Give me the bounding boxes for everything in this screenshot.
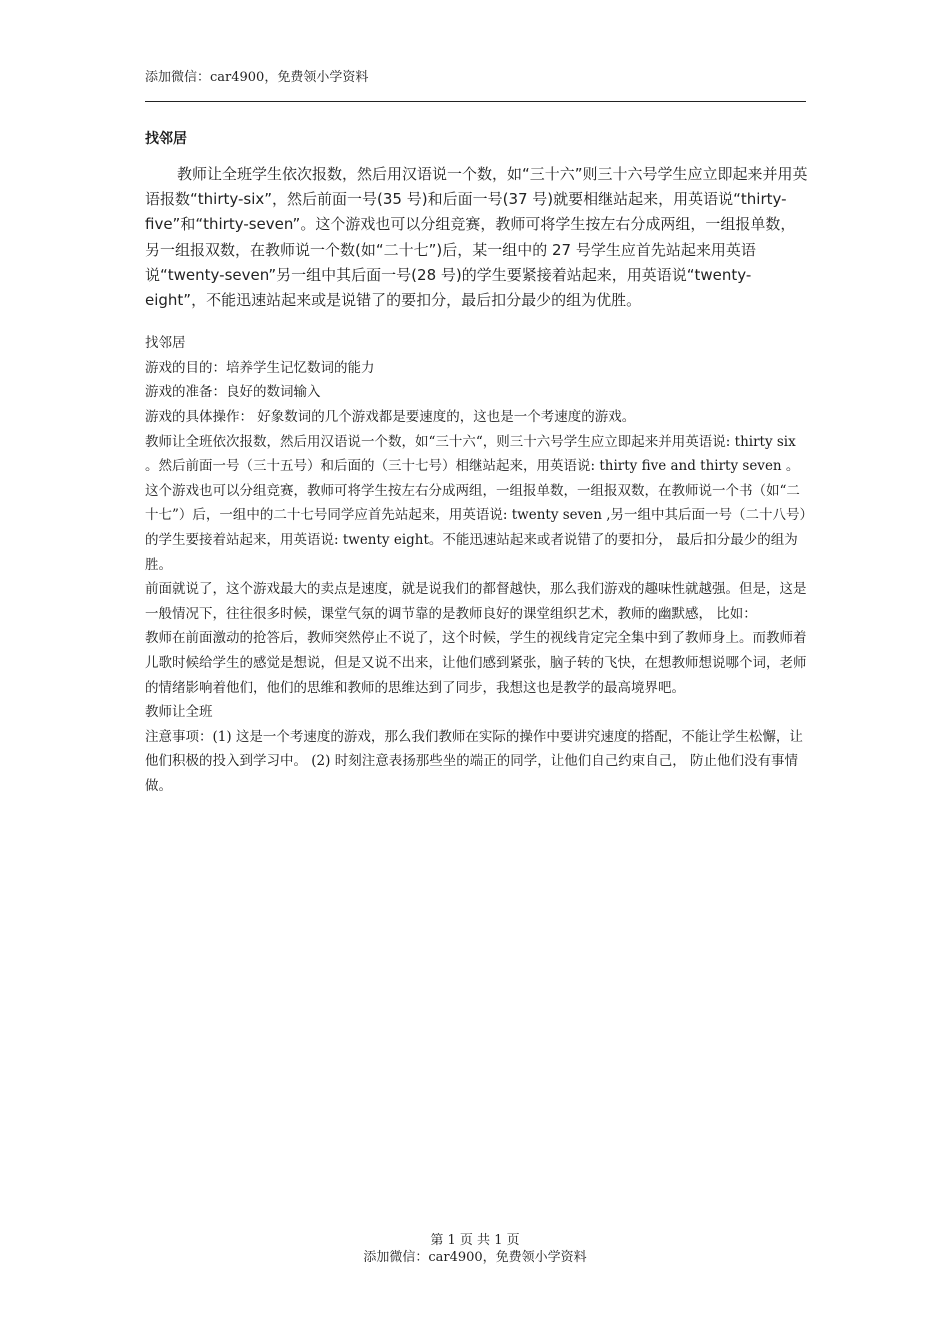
- game-purpose: 游戏的目的：培养学生记忆数词的能力: [145, 359, 375, 376]
- header-note: 添加微信：car4900，免费领小学资料: [145, 70, 369, 85]
- page-number: 第 1 页 共 1 页: [430, 1233, 520, 1248]
- game-commentary: 前面就说了，这个游戏最大的卖点是速度，就是说我们的都督越快，那么我们游戏的趣味性就越强。但是，这是一般情况下，往往很多时候，课堂气氛的调节靠的是教师良好的课堂组织艺术，教师的幽默感， 比如：: [145, 581, 807, 622]
- game-preparation: 游戏的准备：良好的数词输入: [145, 384, 321, 401]
- section-title: 找邻居: [145, 131, 187, 147]
- game-title: 找邻居: [145, 335, 186, 352]
- section-paragraph: 教师让全班学生依次报数，然后用汉语说一个数，如“三十六”则三十六号学生应立即起来并用英语报数“thirty-six”，然后前面一号(35 号)和后面一号(37 号)就要相继站起来，用英语说“thirty-five”和“thirty-seven”。这个游戏也可以分组竞赛，教师可将学生按左右分成两组，一组报单数，另一组报双数，在教师说一个数(如“二十七”)后，某一组中的 27 号学生应首先站起来用英语说“twenty-seven”另一组中其后面一号(28 号)的学生要紧接着站起来，用英语说“twenty-eight”，不能迅速站起来或是说错了的要扣分，最后扣分最少的组为优胜。: [145, 165, 808, 310]
- game-example: 教师在前面激动的抢答后，教师突然停止不说了，这个时候，学生的视线肯定完全集中到了教师身上。而教师着儿歌时候给学生的感觉是想说，但是又说不出来，让他们感到紧张，脑子转的飞快，在想教师想说哪个词，老师的情绪影响着他们，他们的思维和教师的思维达到了同步，我想这也是教学的最高境界吧。: [145, 630, 807, 696]
- game-rules: 教师让全班依次报数，然后用汉语说一个数，如“三十六“，则三十六号学生应立即起来并用英语说: thirty six 。然后前面一号（三十五号）和后面的（三十七号）相继站起来，用英语说: thirty five and thirty seven 。这个游戏也可以分组竞赛，教师可将学生按左右分成两组，一组报单数，一组报双数，在教师说一个书（如“二十七”）后，一组中的二十七号同学应首先站起来，用英语说: twenty seven ,另一组中其后面一号（二十八号）的学生要接着站起来，用英语说: twenty eight。不能迅速站起来或者说错了的要扣分， 最后扣分最少的组为胜。: [145, 433, 807, 573]
- footer-note: 添加微信：car4900，免费领小学资料: [363, 1250, 587, 1265]
- game-description: [145, 331, 809, 798]
- game-notes: 注意事项：(1) 这是一个考速度的游戏，那么我们教师在实际的操作中要讲究速度的搭配，不能让学生松懈，让他们积极的投入到学习中。 (2) 时刻注意表扬那些坐的端正的同学，让他们自己约束自己， 防止他们没有事情做。: [145, 728, 803, 794]
- document-body: [145, 124, 809, 799]
- game-line: 教师让全班: [145, 704, 213, 721]
- header-divider: [145, 101, 806, 102]
- game-operation: 游戏的具体操作： 好象数词的几个游戏都是要速度的，这也是一个考速度的游戏。: [145, 409, 636, 425]
